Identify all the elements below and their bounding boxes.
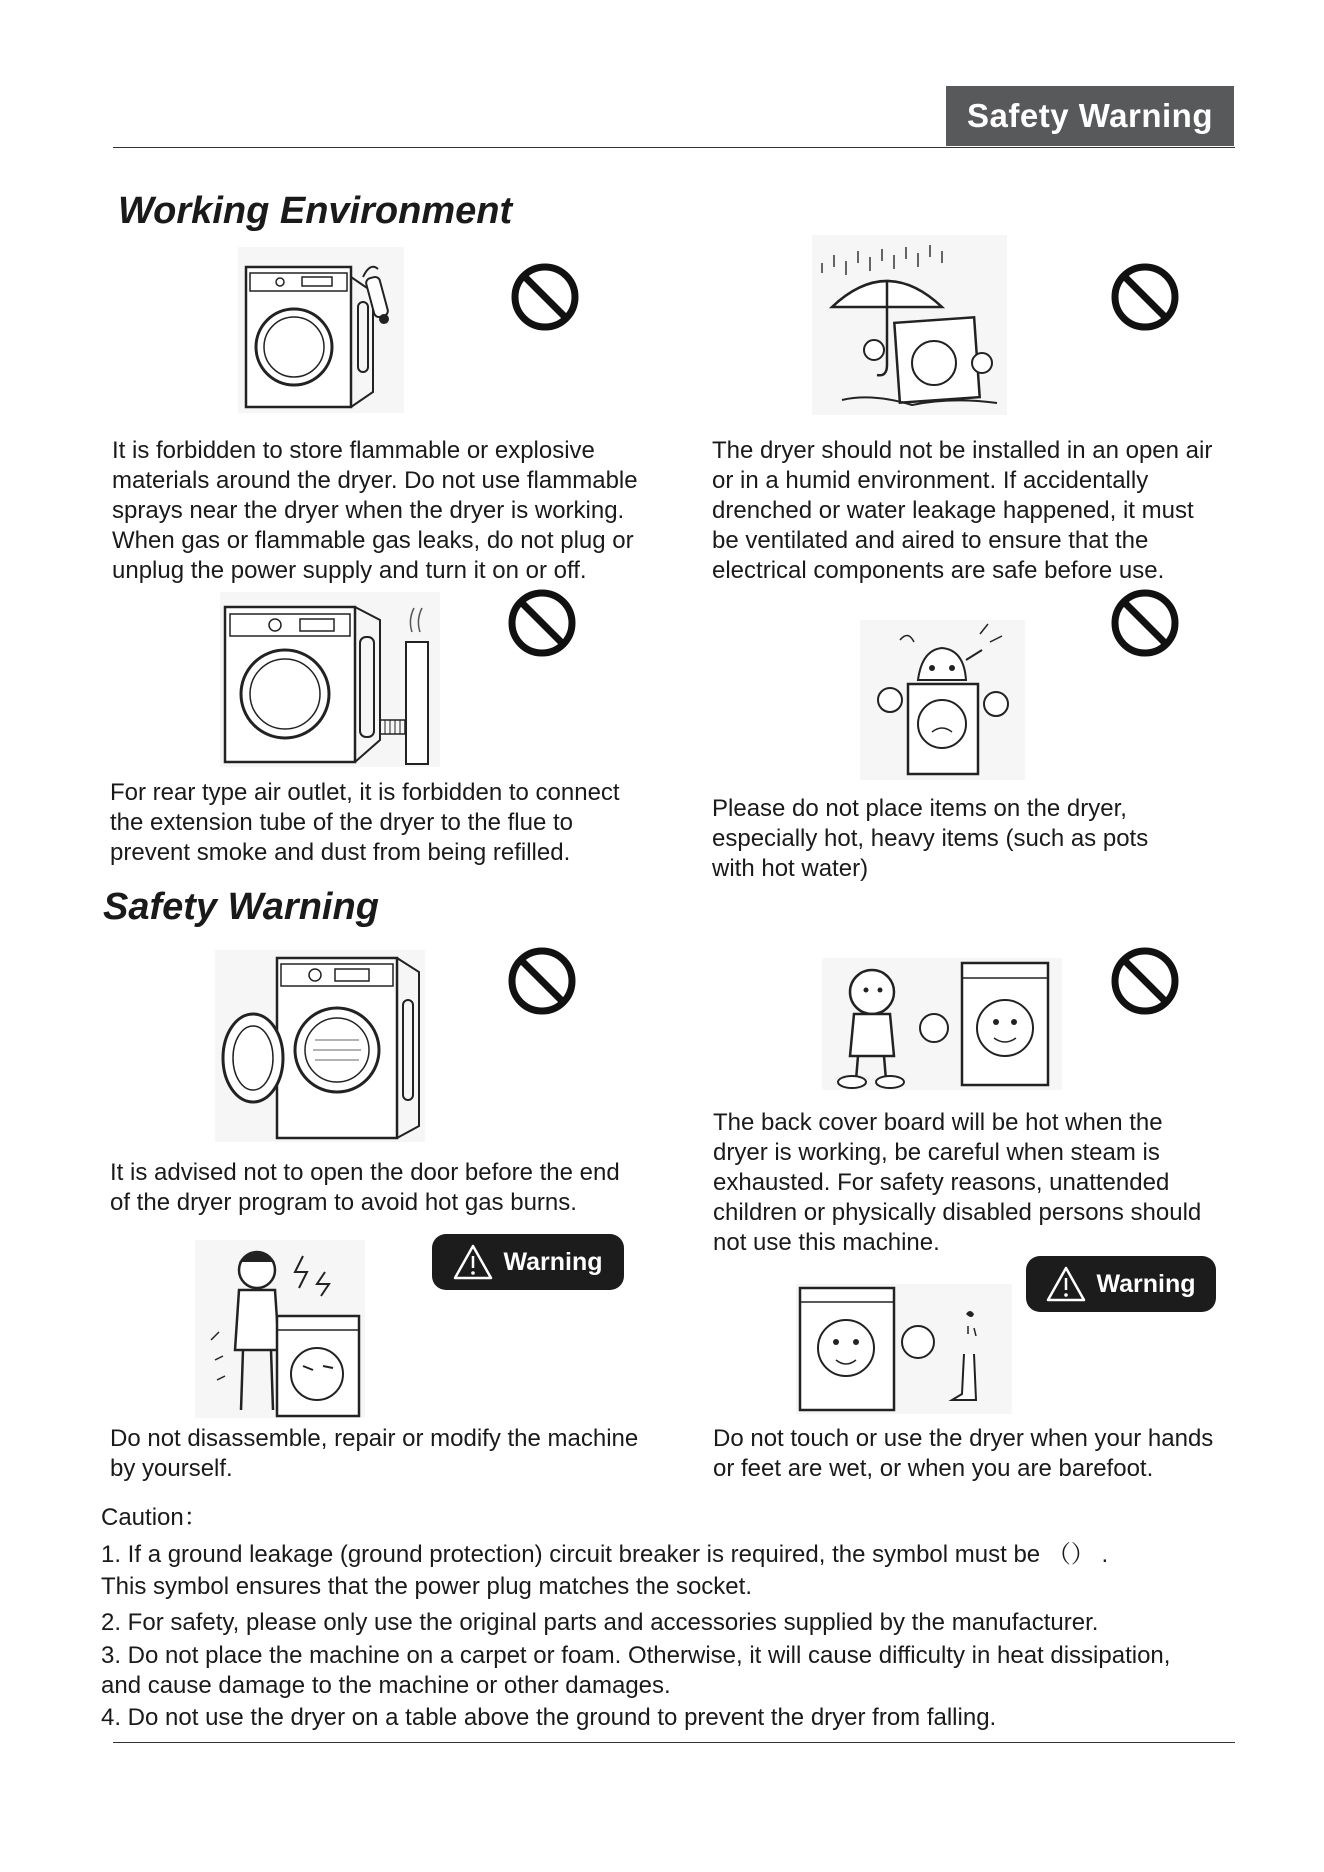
header-rule [113, 147, 1235, 148]
text-disassemble [110, 1424, 700, 1484]
illustration-dryer-kettle [860, 620, 1025, 780]
warning-triangle-icon [1046, 1266, 1086, 1302]
text-line: Please do not place items on the dryer, [712, 795, 1127, 822]
text-line: Do not touch or use the dryer when your hands [713, 1425, 1214, 1452]
text-door [110, 1158, 700, 1218]
caution-title: Caution： [101, 1504, 208, 1531]
text-back-cover [713, 1108, 1313, 1258]
man-repair-drawing [195, 1240, 365, 1418]
text-line: or feet are wet, or when you are barefoot. [713, 1455, 1154, 1482]
text-line: It is advised not to open the door before the end [110, 1159, 620, 1186]
wet-hands-drawing [796, 1284, 1012, 1414]
text-line: dryer is working, be careful when steam is [713, 1139, 1160, 1166]
dryer-spray-drawing [238, 247, 404, 413]
text-line: sprays near the dryer when the dryer is working. [112, 497, 625, 524]
text-line: When gas or flammable gas leaks, do not plug or [112, 527, 634, 554]
dryer-kettle-drawing [860, 620, 1025, 780]
text-line: not use this machine. [713, 1229, 940, 1256]
illustration-wet-hands [796, 1284, 1012, 1414]
section-title-working-environment: Working Environment [118, 190, 513, 232]
text-line: be ventilated and aired to ensure that the [712, 527, 1149, 554]
text-line: with hot water) [712, 855, 869, 882]
text-line: unplug the power supply and turn it on or off. [112, 557, 587, 584]
illustration-dryer-rain [812, 235, 1007, 415]
text-line: the extension tube of the dryer to the flue to [110, 809, 573, 836]
text-line: Do not disassemble, repair or modify the machine [110, 1425, 639, 1452]
dryer-open-door-drawing [215, 950, 425, 1142]
illustration-dryer-open-door [215, 950, 425, 1142]
text-line: The dryer should not be installed in an open air [712, 437, 1213, 464]
text-line: especially hot, heavy items (such as pots [712, 825, 1149, 852]
text-line: prevent smoke and dust from being refilled. [110, 839, 571, 866]
text-flammable [112, 436, 692, 586]
header-tab: Safety Warning [946, 86, 1234, 146]
warning-badge [1026, 1256, 1216, 1312]
text-line: by yourself. [110, 1455, 233, 1482]
prohibition-icon [507, 946, 577, 1016]
caution-line: 3. Do not place the machine on a carpet or foam. Otherwise, it will cause difficulty in heat dissipation, [101, 1642, 1171, 1669]
child-back-cover-drawing [822, 958, 1062, 1090]
text-line: It is forbidden to store flammable or explosive [112, 437, 595, 464]
prohibition-icon [1110, 588, 1180, 658]
text-open-air [712, 436, 1312, 586]
text-line: drenched or water leakage happened, it must [712, 497, 1194, 524]
text-flue [110, 778, 700, 868]
dryer-rain-drawing [812, 235, 1007, 415]
illustration-man-repair [195, 1240, 365, 1418]
illustration-child-back-cover [822, 958, 1062, 1090]
text-line: The back cover board will be hot when the [713, 1109, 1163, 1136]
caution-list [101, 1540, 1301, 1733]
warning-badge-label: Warning [503, 1247, 603, 1276]
text-line: or in a humid environment. If accidentally [712, 467, 1149, 494]
caution-line: and cause damage to the machine or other damages. [101, 1672, 671, 1699]
dryer-flue-drawing [220, 592, 440, 767]
prohibition-icon [507, 588, 577, 658]
text-line: children or physically disabled persons should [713, 1199, 1202, 1226]
caution-line: 4. Do not use the dryer on a table above the ground to prevent the dryer from falling. [101, 1704, 997, 1731]
warning-badge [432, 1234, 624, 1290]
illustration-dryer-spray [238, 247, 404, 413]
text-wet-hands [713, 1424, 1313, 1484]
illustration-dryer-flue [220, 592, 440, 767]
text-line: materials around the dryer. Do not use flammable [112, 467, 638, 494]
footer-rule [113, 1742, 1235, 1743]
warning-triangle-icon [453, 1244, 493, 1280]
warning-badge-label: Warning [1096, 1269, 1196, 1298]
section-title-safety-warning: Safety Warning [103, 886, 379, 928]
caution-line: 2. For safety, please only use the original parts and accessories supplied by the manufacturer. [101, 1609, 1099, 1636]
text-line: of the dryer program to avoid hot gas burns. [110, 1189, 577, 1216]
prohibition-icon [1110, 262, 1180, 332]
prohibition-icon [1110, 946, 1180, 1016]
caution-line: This symbol ensures that the power plug matches the socket. [101, 1573, 752, 1600]
text-line: electrical components are safe before use. [712, 557, 1165, 584]
text-line: For rear type air outlet, it is forbidden to connect [110, 779, 620, 806]
text-line: exhausted. For safety reasons, unattended [713, 1169, 1170, 1196]
text-items-on-top [712, 794, 1272, 884]
caution-line: 1. If a ground leakage (ground protection) circuit breaker is required, the symbol must be （） . [101, 1541, 1109, 1568]
prohibition-icon [510, 262, 580, 332]
